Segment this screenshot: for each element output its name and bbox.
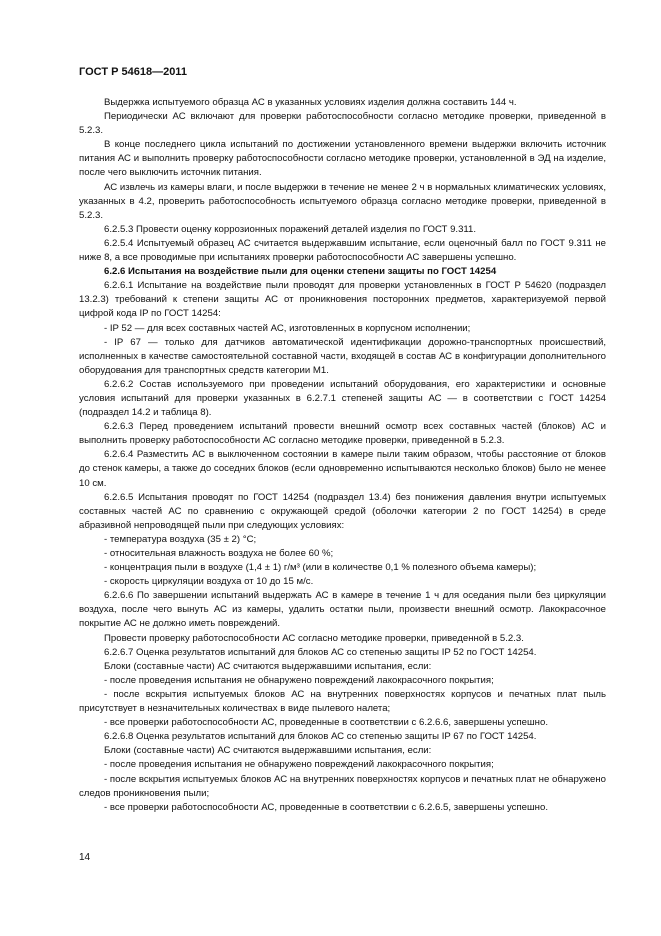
paragraph: - концентрация пыли в воздухе (1,4 ± 1) г/м³ (или в количестве 0,1 % полезного объема камеры);	[104, 562, 537, 574]
paragraph: - после вскрытия испытуемых блоков АС на внутренних поверхностях корпусов и печатных плат не обнаружено следов проникновения пыли;	[79, 773, 606, 799]
paragraph: 6.2.6.1 Испытание на воздействие пыли проводят для проверки установленных в ГОСТ Р 54620 (подраздел 13.2.3) требований к степени защиты АС от проникновения посторонних предметов, характеризуемой первой цифрой кода IP по ГОСТ 14254:	[79, 280, 606, 320]
paragraph: 6.2.6.4 Разместить АС в выключенном состоянии в камере пыли таким образом, чтобы расстояние от блоков до стенок камеры, а также до соседних блоков (если одновременно испытываются несколько блоков) было не менее 10 см.	[79, 449, 606, 489]
paragraph: - скорость циркуляции воздуха от 10 до 15 м/с.	[104, 576, 314, 588]
paragraph: 6.2.6 Испытания на воздействие пыли для оценки степени защиты по ГОСТ 14254	[104, 266, 497, 278]
paragraph: - после проведения испытания не обнаружено повреждений лакокрасочного покрытия;	[104, 759, 494, 771]
paragraph: Блоки (составные части) АС считаются выдержавшими испытания, если:	[104, 660, 432, 672]
paragraph: - относительная влажность воздуха не более 60 %;	[104, 548, 334, 559]
page-number: 14	[79, 852, 91, 863]
paragraph: 6.2.6.7 Оценка результатов испытаний для блоков АС со степенью защиты IP 52 по ГОСТ 14254.	[104, 646, 537, 658]
paragraph: 6.2.5.3 Провести оценку коррозионных поражений деталей изделия по ГОСТ 9.311.	[104, 223, 477, 235]
paragraph: 6.2.6.5 Испытания проводят по ГОСТ 14254 (подраздел 13.4) без понижения давления внутри испытуемых составных частей АС по сравнению с окружающей средой (оболочки категории 2 по ГОСТ 14254) в среде абразивной непроводящей пыли при следующих условиях:	[79, 491, 606, 531]
paragraph: АС извлечь из камеры влаги, и после выдержки в течение не менее 2 ч в нормальных климатических условиях, указанных в 4.2, проверить работоспособность испытуемого образца согласно методике проверки, приведенной в 5.2.3.	[79, 181, 606, 221]
paragraph: - после вскрытия испытуемых блоков АС на внутренних поверхностях корпусов и печатных плат пыль присутствует в незначительных количествах в виде пылевого налета;	[79, 688, 606, 715]
paragraph: Провести проверку работоспособности АС согласно методике проверки, приведенной в 5.2.3.	[104, 632, 524, 644]
paragraph: Периодически АС включают для проверки работоспособности согласно методике проверки, приведенной в 5.2.3.	[79, 111, 606, 137]
paragraph: 6.2.6.3 Перед проведением испытаний провести внешний осмотр всех составных частей (блоков) АС и выполнить проверку работоспособности АС согласно методике проверки, приведенной в 5.2.3.	[79, 421, 606, 447]
paragraph: 6.2.6.8 Оценка результатов испытаний для блоков АС со степенью защиты IP 67 по ГОСТ 14254.	[104, 731, 537, 743]
paragraph: 6.2.6.6 По завершении испытаний выдержать АС в камере в течение 1 ч для оседания пыли без циркуляции воздуха, после чего вынуть АС из камеры, удалить остатки пыли, произвести внешний осмотр. Лакокрасочное покрытие АС не должно иметь повреждений.	[79, 590, 606, 630]
paragraph: - температура воздуха (35 ± 2) °С;	[104, 533, 257, 545]
paragraph: - IP 67 — только для датчиков автоматической идентификации дорожно-транспортных происшествий, исполненных в качестве самостоятельной составной части, входящей в состав АС в конфигурации дополнительного оборудования для транспортных средств категории M1.	[79, 336, 606, 376]
paragraph: - IP 52 — для всех составных частей АС, изготовленных в корпусном исполнении;	[104, 322, 471, 334]
paragraph: 6.2.5.4 Испытуемый образец АС считается выдержавшим испытание, если оценочный балл по ГОСТ 9.311 не ниже 8, а все проводимые при испытаниях проверки работоспособности АС завершены успешно.	[79, 237, 606, 264]
paragraph: - после проведения испытания не обнаружено повреждений лакокрасочного покрытия;	[104, 674, 494, 686]
paragraph: В конце последнего цикла испытаний по достижении установленного времени выдержки включить источник питания АС и выполнить проверку работоспособности согласно методике проверки, установленной в ЭД на изделие, после чего выключить источник питания.	[79, 139, 606, 179]
paragraph: Блоки (составные части) АС считаются выдержавшими испытания, если:	[104, 745, 432, 757]
paragraph: Выдержка испытуемого образца АС в указанных условиях изделия должна составить 144 ч.	[104, 97, 517, 108]
paragraph: 6.2.6.2 Состав используемого при проведении испытаний оборудования, его характеристики и основные условия испытаний для проверки указанных в 6.2.7.1 степеней защиты АС — в соответствии с ГОСТ 14254 (подраздел 14.2 и таблица 8).	[79, 378, 606, 419]
document-header: ГОСТ Р 54618—2011	[79, 66, 187, 78]
paragraph: - все проверки работоспособности АС, проведенные в соответствии с 6.2.6.5, завершены успешно.	[104, 801, 548, 813]
paragraph: - все проверки работоспособности АС, проведенные в соответствии с 6.2.6.6, завершены успешно.	[104, 717, 548, 729]
document-body	[79, 96, 606, 815]
